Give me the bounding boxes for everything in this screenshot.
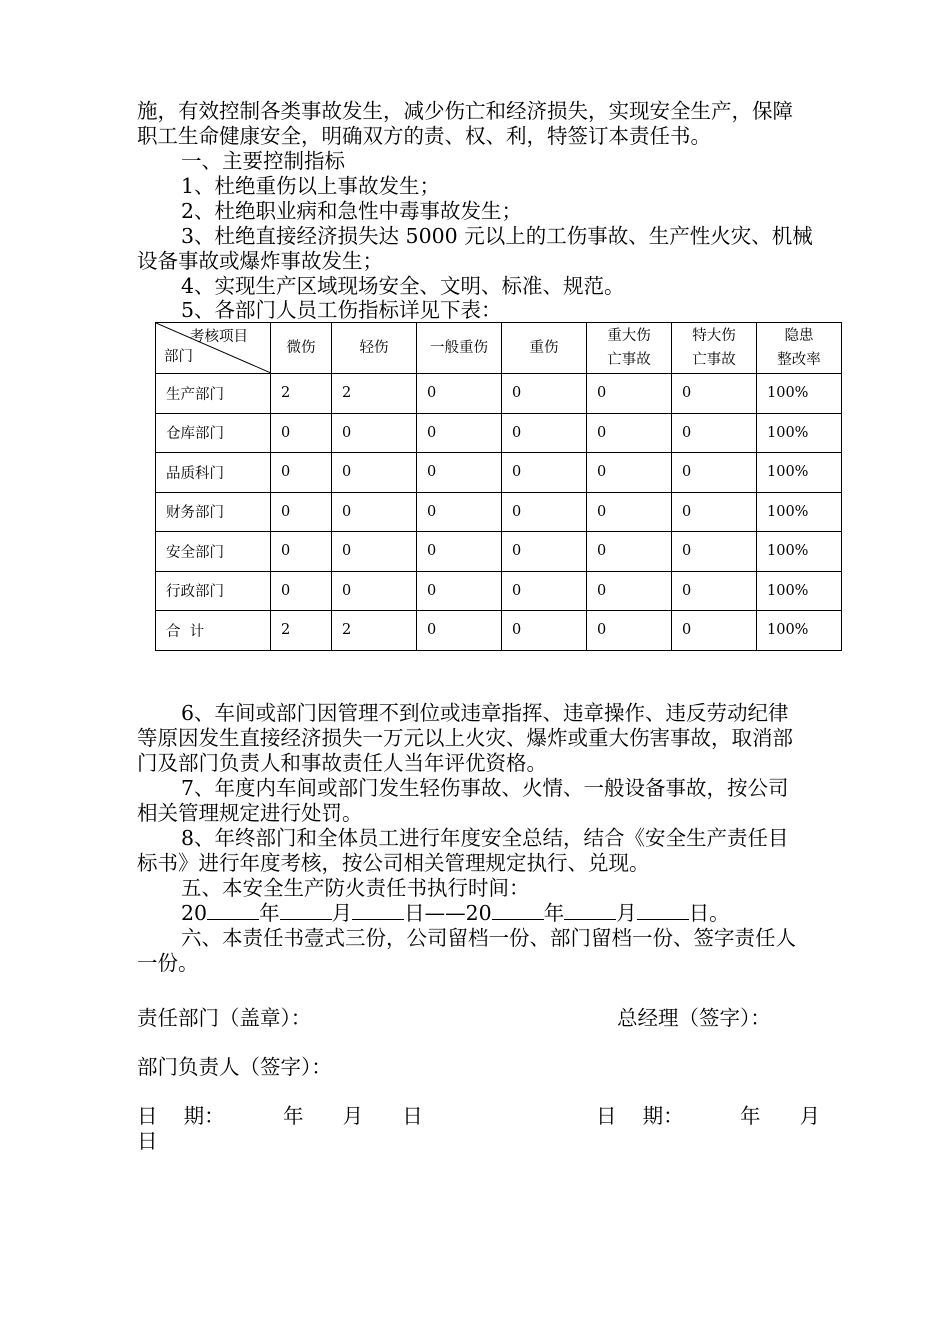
dept-cell: 合 计: [156, 611, 271, 651]
value-cell: 0: [271, 492, 332, 532]
period-year-1: 年: [259, 901, 280, 925]
dept-cell: 品质科门: [156, 453, 271, 493]
paragraph-line: 8、年终部门和全体员工进行年度安全总结，结合《安全生产责任目: [181, 826, 789, 850]
paragraph-line: 等原因发生直接经济损失一万元以上火灾、爆炸或重大伤害事故，取消部: [137, 726, 793, 750]
value-cell: 0: [332, 492, 417, 532]
paragraph-line: 2、杜绝职业病和急性中毒事故发生；: [181, 199, 523, 223]
diagonal-header-cell: [156, 323, 271, 374]
corner-bottom-label: 部门: [164, 349, 193, 365]
header-cell: 重大伤 亡事故: [587, 323, 672, 374]
value-cell: 0: [271, 532, 332, 572]
value-cell: 0: [502, 453, 587, 493]
header-cell: 重伤: [502, 323, 587, 374]
date-left-ymd: 年 月 日: [283, 1104, 423, 1128]
value-cell: 100%: [757, 374, 842, 414]
header-cell: 特大伤 亡事故: [672, 323, 757, 374]
day-blank: [352, 901, 404, 920]
year-blank: [207, 901, 259, 920]
table-row: [156, 453, 842, 493]
table-row: [156, 374, 842, 414]
paragraph-line: 施，有效控制各类事故发生，减少伤亡和经济损失，实现安全生产，保障: [137, 99, 793, 123]
value-cell: 0: [672, 413, 757, 453]
paragraph-line: 相关管理规定进行处罚。: [137, 801, 363, 825]
table-row: [156, 413, 842, 453]
value-cell: 0: [672, 611, 757, 651]
value-cell: 2: [271, 374, 332, 414]
value-cell: 0: [672, 571, 757, 611]
value-cell: 0: [587, 413, 672, 453]
injury-indicator-table: [155, 322, 842, 651]
day-blank: [637, 901, 689, 920]
dept-cell: 财务部门: [156, 492, 271, 532]
value-cell: 0: [672, 532, 757, 572]
value-cell: 0: [417, 453, 502, 493]
section-heading: 五、本安全生产防火责任书执行时间：: [181, 876, 530, 900]
period-month-1: 月: [331, 901, 353, 925]
value-cell: 0: [502, 571, 587, 611]
month-blank: [564, 901, 616, 920]
value-cell: 0: [587, 453, 672, 493]
value-cell: 0: [502, 413, 587, 453]
month-blank: [280, 901, 332, 920]
value-cell: 0: [271, 571, 332, 611]
dept-cell: 生产部门: [156, 374, 271, 414]
value-cell: 100%: [757, 571, 842, 611]
date-right-ym: 年 月: [740, 1104, 821, 1128]
value-cell: 0: [417, 532, 502, 572]
value-cell: 0: [417, 571, 502, 611]
value-cell: 0: [587, 492, 672, 532]
paragraph-line: 3、杜绝直接经济损失达 5000 元以上的工伤事故、生产性火灾、机械: [181, 224, 813, 248]
paragraph-line: 1、杜绝重伤以上事故发生；: [181, 174, 441, 198]
gm-signature-label: 总经理（签字）：: [617, 1006, 771, 1030]
paragraph-line: 4、实现生产区域现场安全、文明、标准、规范。: [181, 274, 625, 298]
value-cell: 0: [587, 571, 672, 611]
paragraph-line: 5、各部门人员工伤指标详见下表：: [181, 298, 502, 322]
date-right-label: 日 期：: [596, 1104, 684, 1128]
value-cell: 0: [502, 532, 587, 572]
dept-head-signature-label: 部门负责人（签字）：: [137, 1055, 332, 1079]
dept-cell: 安全部门: [156, 532, 271, 572]
value-cell: 2: [271, 611, 332, 651]
value-cell: 100%: [757, 413, 842, 453]
value-cell: 100%: [757, 611, 842, 651]
date-right-day: 日: [137, 1129, 158, 1153]
date-left-label: 日 期：: [137, 1104, 225, 1128]
value-cell: 100%: [757, 492, 842, 532]
dept-cell: 仓库部门: [156, 413, 271, 453]
table-row: [156, 532, 842, 572]
dept-seal-label: 责任部门（盖章）：: [137, 1006, 312, 1030]
value-cell: 0: [672, 492, 757, 532]
table-row: [156, 571, 842, 611]
value-cell: 0: [587, 532, 672, 572]
header-cell: 一般重伤: [417, 323, 502, 374]
value-cell: 0: [672, 453, 757, 493]
paragraph-line: 标书》进行年度考核，按公司相关管理规定执行、兑现。: [137, 851, 650, 875]
paragraph-line: 7、年度内车间或部门发生轻伤事故、火情、一般设备事故，按公司: [181, 776, 789, 800]
value-cell: 0: [502, 492, 587, 532]
value-cell: 100%: [757, 453, 842, 493]
corner-top-label: 考核项目: [190, 329, 248, 345]
value-cell: 0: [502, 611, 587, 651]
period-month-2: 月: [616, 901, 637, 925]
value-cell: 0: [417, 492, 502, 532]
value-cell: 100%: [757, 532, 842, 572]
period-prefix: 20: [181, 901, 208, 925]
paragraph-line: 职工生命健康安全，明确双方的责、权、利，特签订本责任书。: [137, 124, 711, 148]
value-cell: 0: [587, 611, 672, 651]
paragraph-line: 设备事故或爆炸事故发生；: [137, 249, 383, 273]
paragraph-line: 门及部门负责人和事故责任人当年评优资格。: [137, 751, 547, 775]
value-cell: 0: [271, 453, 332, 493]
execution-period-line: [181, 901, 730, 926]
value-cell: 0: [587, 374, 672, 414]
value-cell: 0: [332, 413, 417, 453]
value-cell: 0: [332, 571, 417, 611]
year-blank: [492, 901, 544, 920]
header-cell: 轻伤: [332, 323, 417, 374]
table-row: [156, 492, 842, 532]
value-cell: 0: [271, 413, 332, 453]
section-heading: 一、主要控制指标: [181, 149, 345, 173]
value-cell: 0: [332, 453, 417, 493]
header-cell: 隐患 整改率: [757, 323, 842, 374]
value-cell: 2: [332, 611, 417, 651]
period-day-1: 日——20: [404, 901, 492, 925]
value-cell: 0: [502, 374, 587, 414]
header-cell: 微伤: [271, 323, 332, 374]
value-cell: 0: [417, 374, 502, 414]
value-cell: 0: [332, 532, 417, 572]
table-header-row: [156, 323, 842, 374]
period-day-2: 日。: [688, 901, 730, 925]
paragraph-line: 一份。: [137, 951, 199, 975]
value-cell: 2: [332, 374, 417, 414]
value-cell: 0: [417, 611, 502, 651]
period-year-2: 年: [543, 901, 565, 925]
table-total-row: [156, 611, 842, 651]
paragraph-line: 6、车间或部门因管理不到位或违章指挥、违章操作、违反劳动纪律: [181, 701, 789, 725]
value-cell: 0: [417, 413, 502, 453]
value-cell: 0: [672, 374, 757, 414]
section-heading: 六、本责任书壹式三份，公司留档一份、部门留档一份、签字责任人: [181, 926, 796, 950]
dept-cell: 行政部门: [156, 571, 271, 611]
